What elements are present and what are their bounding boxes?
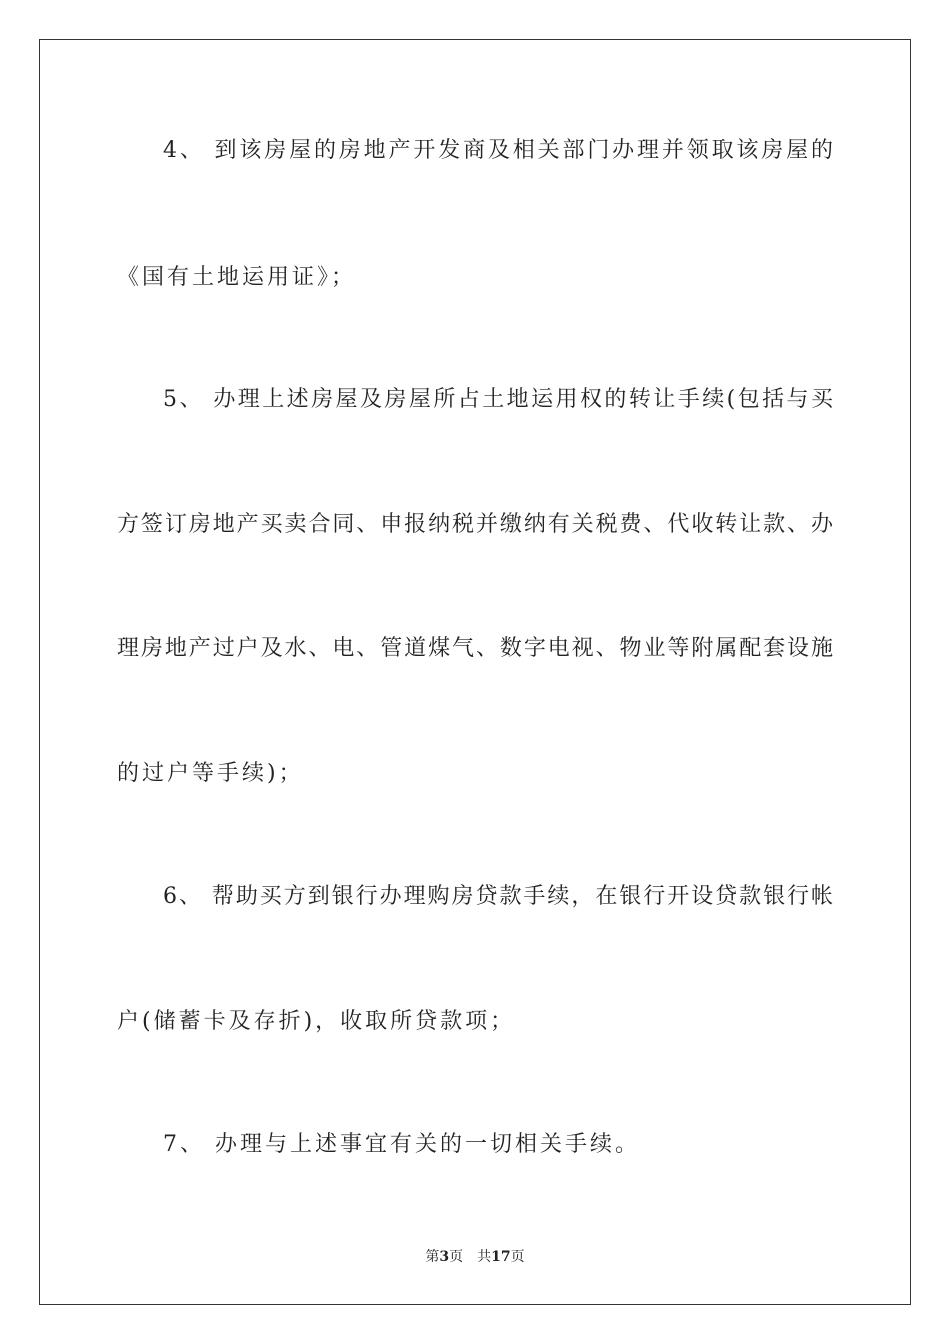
- paragraph-5-line-1: 5、 办理上述房屋及房屋所占土地运用权的转让手续(包括与买: [163, 387, 833, 412]
- paragraph-5-line-2: 方签订房地产买卖合同、申报纳税并缴纳有关税费、代收转让款、办: [117, 512, 833, 537]
- paragraph-5-line-3: 理房地产过户及水、电、管道煤气、数字电视、物业等附属配套设施: [117, 636, 833, 661]
- footer-total-pages: 17: [491, 1249, 511, 1265]
- footer-page-suffix: 页: [449, 1249, 464, 1265]
- footer-total-prefix: 共: [477, 1249, 492, 1265]
- paragraph-4-line-1: 4、 到该房屋的房地产开发商及相关部门办理并领取该房屋的: [163, 138, 833, 163]
- paragraph-6-line-2: 户(储蓄卡及存折)，收取所贷款项；: [117, 1009, 516, 1034]
- paragraph-5-line-4: 的过户等手续)；: [117, 761, 304, 786]
- page-footer: [0, 1247, 950, 1267]
- footer-total-suffix: 页: [510, 1249, 525, 1265]
- footer-page-number: 3: [439, 1249, 450, 1265]
- paragraph-6-line-1: 6、 帮助买方到银行办理购房贷款手续，在银行开设贷款银行帐: [163, 884, 833, 909]
- paragraph-4-line-2: 《国有土地运用证》；: [117, 265, 357, 290]
- paragraph-7-line-1: 7、 办理与上述事宜有关的一切相关手续。: [163, 1132, 640, 1157]
- footer-page-prefix: 第: [425, 1249, 440, 1265]
- page-border: [39, 39, 911, 1305]
